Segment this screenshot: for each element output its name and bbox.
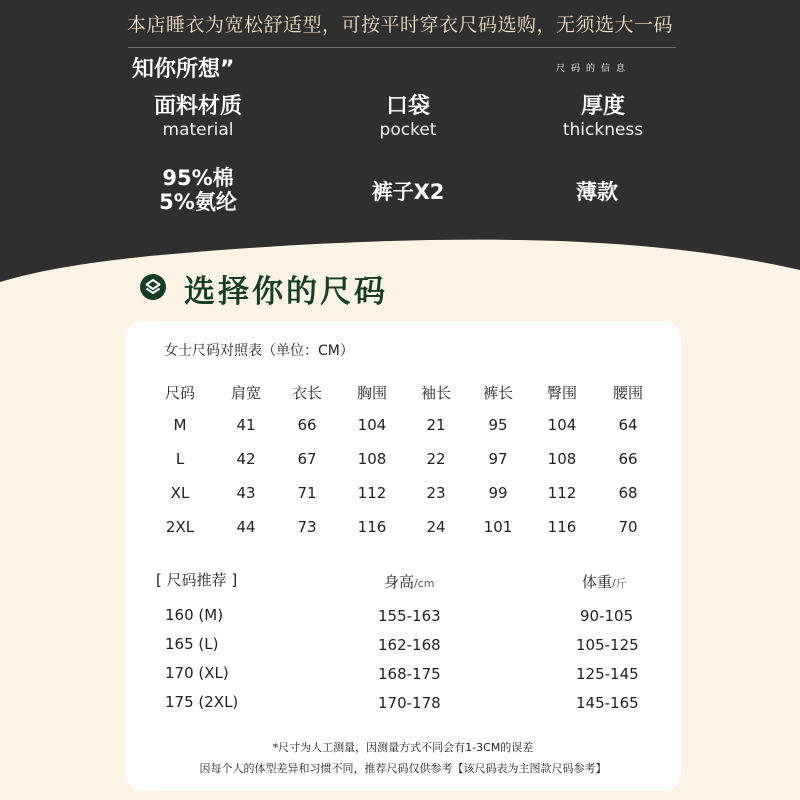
notice-divider — [128, 47, 676, 48]
table-cell: 66 — [618, 450, 638, 468]
table-cell: 101 — [483, 518, 513, 536]
height-header-text: 身高 — [384, 573, 415, 591]
rec-height: 168-175 — [378, 665, 441, 683]
table-cell: 71 — [297, 484, 317, 502]
rec-height: 162-168 — [378, 636, 441, 654]
spec-pocket-en: pocket — [379, 120, 437, 140]
table-cell: XL — [170, 484, 190, 502]
col-header: 尺码 — [164, 384, 195, 402]
rec-weight: 105-125 — [576, 636, 639, 654]
table-cell: 73 — [297, 518, 317, 536]
spec-thickness-value: 薄款 — [576, 180, 618, 204]
spec-thickness — [508, 94, 698, 140]
table-cell: M — [173, 416, 187, 434]
table-cell: L — [175, 450, 185, 468]
col-header: 袖长 — [420, 384, 451, 402]
col-header: 衣长 — [291, 384, 322, 402]
col-header: 胸围 — [356, 384, 387, 402]
spec-material-value-line: 95%棉 — [162, 166, 234, 190]
rec-size: 175 (2XL) — [165, 693, 239, 711]
table-cell: 104 — [357, 416, 387, 434]
rec-weight: 145-165 — [576, 694, 639, 712]
height-header — [384, 571, 435, 592]
table-cell: 24 — [426, 518, 446, 536]
weight-header-text: 体重 — [582, 573, 613, 591]
rec-weight: 90-105 — [580, 607, 634, 625]
table-cell: 2XL — [165, 518, 195, 536]
table-title: 女士尺码对照表（单位：CM） — [164, 343, 354, 359]
table-cell: 44 — [236, 518, 256, 536]
rec-size: 160 (M) — [165, 606, 224, 624]
table-cell: 66 — [297, 416, 317, 434]
table-cell: 67 — [297, 450, 317, 468]
table-cell: 112 — [547, 484, 577, 502]
weight-unit: /斤 — [612, 577, 627, 590]
table-cell: 64 — [618, 416, 638, 434]
weight-header — [582, 571, 627, 592]
table-cell: 97 — [488, 450, 508, 468]
table-cell: 112 — [357, 484, 387, 502]
col-header: 肩宽 — [230, 384, 261, 402]
spec-pocket — [313, 94, 503, 140]
table-cell: 108 — [357, 450, 387, 468]
spec-pocket-value: 裤子X2 — [371, 180, 445, 204]
table-cell: 22 — [426, 450, 446, 468]
spec-thickness-cn: 厚度 — [580, 94, 625, 119]
recommendation-label: [ 尺码推荐 ] — [156, 571, 238, 589]
table-cell: 116 — [547, 518, 577, 536]
col-header: 裤长 — [482, 384, 513, 402]
spec-material-value — [103, 166, 293, 214]
table-cell: 41 — [236, 416, 256, 434]
col-header: 腰围 — [612, 384, 643, 402]
spec-thickness-en: thickness — [562, 120, 644, 140]
table-cell: 70 — [618, 518, 638, 536]
rec-height: 155-163 — [378, 607, 441, 625]
sizing-notice: 本店睡衣为宽松舒适型，可按平时穿衣尺码选购，无须选大一码 — [126, 14, 673, 36]
spec-material — [103, 94, 293, 140]
table-cell: 104 — [547, 416, 577, 434]
table-cell: 99 — [488, 484, 508, 502]
table-cell: 95 — [488, 416, 508, 434]
spec-material-value-line: 5%氨纶 — [159, 190, 237, 214]
rec-weight: 125-145 — [576, 665, 639, 683]
table-cell: 108 — [547, 450, 577, 468]
col-header: 臀围 — [546, 384, 577, 402]
rec-size: 165 (L) — [165, 635, 219, 653]
section-title: 选择你的尺码 — [184, 274, 388, 310]
table-cell: 116 — [357, 518, 387, 536]
table-cell: 68 — [618, 484, 638, 502]
table-cell: 23 — [426, 484, 446, 502]
measurement-note: *尺寸为人工测量，因测量方式不同会有1-3CM的误差 — [272, 741, 534, 754]
size-info-label: 尺码的信息 — [556, 64, 632, 74]
table-cell: 42 — [236, 450, 256, 468]
layers-chevron-icon — [140, 274, 166, 300]
rec-height: 170-178 — [378, 694, 441, 712]
reference-note: 因每个人的体型差异和习惯不同，推荐尺码仅供参考【该尺码表为主图款尺码参考】 — [199, 762, 607, 775]
header-background — [0, 0, 800, 300]
table-cell: 43 — [236, 484, 256, 502]
spec-material-en: material — [162, 120, 234, 140]
spec-pocket-cn: 口袋 — [385, 94, 430, 119]
brand-slogan: 知你所想” — [132, 57, 235, 82]
height-unit: /cm — [414, 577, 435, 590]
spec-material-cn: 面料材质 — [153, 94, 242, 119]
table-cell: 21 — [426, 416, 446, 434]
rec-size: 170 (XL) — [165, 664, 229, 682]
